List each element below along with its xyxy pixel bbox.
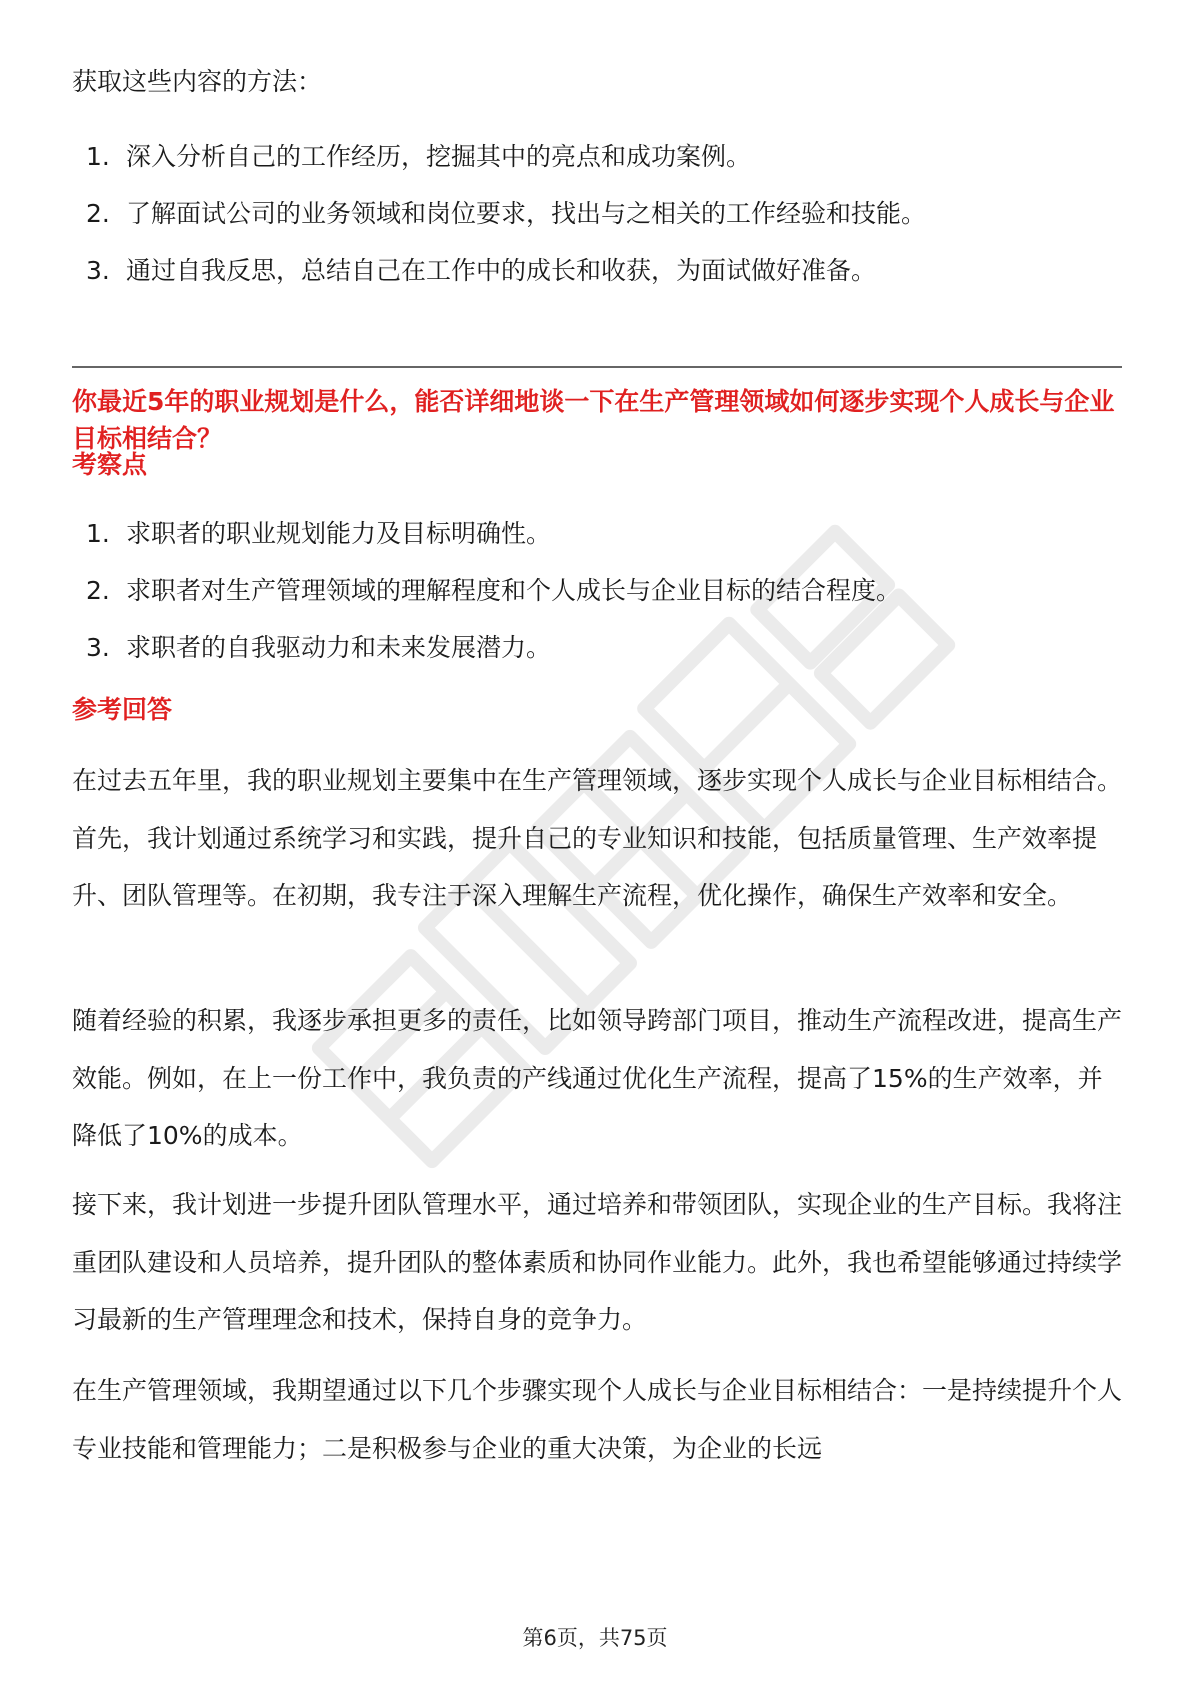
- answer-paragraph: 随着经验的积累，我逐步承担更多的责任，比如领导跨部门项目，推动生产流程改进，提高生产效能。例如，在上一份工作中，我负责的产线通过优化生产流程，提高了15%的生产效率，并降低了10%的成本。: [72, 1006, 1123, 1150]
- question-title: 你最近5年的职业规划是什么，能否详细地谈一下在生产管理领域如何逐步实现个人成长与企业目标相结合？: [72, 387, 1115, 453]
- points-heading: 考察点: [72, 450, 148, 479]
- methods-intro: 获取这些内容的方法：: [72, 67, 323, 96]
- list-item: 1. 深入分析自己的工作经历，挖掘其中的亮点和成功案例。: [86, 142, 752, 171]
- page-number: 第6页，共75页: [522, 1626, 668, 1650]
- list-item: 3. 通过自我反思，总结自己在工作中的成长和收获，为面试做好准备。: [86, 256, 877, 285]
- section-divider: [72, 366, 1122, 368]
- list-item: 3. 求职者的自我驱动力和未来发展潜力。: [86, 633, 552, 662]
- list-item: 1. 求职者的职业规划能力及目标明确性。: [86, 519, 552, 548]
- list-item: 2. 了解面试公司的业务领域和岗位要求，找出与之相关的工作经验和技能。: [86, 199, 927, 228]
- points-list: [72, 514, 901, 685]
- answer-heading: 参考回答: [72, 695, 173, 724]
- list-item: 2. 求职者对生产管理领域的理解程度和个人成长与企业目标的结合程度。: [86, 576, 902, 605]
- answer-paragraph: 接下来，我计划进一步提升团队管理水平，通过培养和带领团队，实现企业的生产目标。我将注重团队建设和人员培养，提升团队的整体素质和协同作业能力。此外，我也希望能够通过持续学习最新的生产管理理念和技术，保持自身的竞争力。: [72, 1190, 1123, 1334]
- answer-paragraph: 在过去五年里，我的职业规划主要集中在生产管理领域，逐步实现个人成长与企业目标相结合。首先，我计划通过系统学习和实践，提升自己的专业知识和技能，包括质量管理、生产效率提升、团队管理等。在初期，我专注于深入理解生产流程，优化操作，确保生产效率和安全。: [72, 766, 1123, 910]
- answer-paragraph: 在生产管理领域，我期望通过以下几个步骤实现个人成长与企业目标相结合：一是持续提升个人专业技能和管理能力；二是积极参与企业的重大决策，为企业的长远: [72, 1376, 1123, 1463]
- methods-list: [72, 137, 926, 308]
